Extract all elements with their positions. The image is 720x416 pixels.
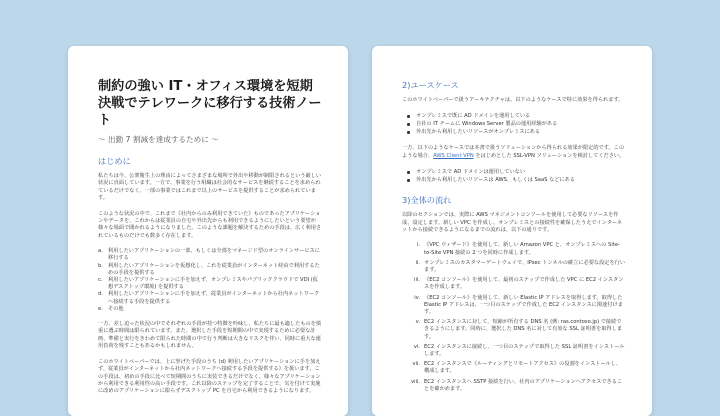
section-heading-usecase: 2)ユースケース: [402, 80, 459, 90]
paragraph: [402, 145, 626, 160]
paragraph: このような状況の中で、これまで《社内からのみ利用できていた》ものであったアプリケーションやデータを、これからは従業員の自宅や外出先からも利用できるようにしたいという要望が様々な場面で聞かれるようになりました。このような課題を解決するための手段は、広く利用されているものだけでも数多く存在します。: [98, 210, 322, 239]
list-item: [98, 248, 322, 262]
list-item: [402, 295, 626, 317]
list-item-text: 利用したいアプリケーションに手を加えず、従業員がインターネットから社内ネットワークへ接続する手段を提供する: [108, 291, 320, 305]
list-item-text: EC2 インスタンスに接続し、一つ目のステップで取得した SSL 証明書をインストールします。: [424, 343, 625, 358]
list-item-text: 利用したいアプリケーションを仮想化し、これを従業員がインターネット経由で利用するための手段を提供する: [108, 262, 320, 276]
list-item-text: 利用したいアプリケーションに手を加えず、オンプレミスやパブリッククラウドで VDI (仮想デスクトップ環境) を提供する: [108, 277, 318, 291]
list-marker: a.: [98, 248, 103, 255]
list-item: [98, 306, 322, 313]
list-item: 自社の IT チームに Windows Server 製品の運用経験がある: [402, 120, 626, 128]
list-item: 外出先から利用したいリソースがオンプレミスにある: [402, 128, 626, 136]
list-item-text: EC2 インスタンスへ SSTP 接続を行い、社内のアプリケーションへアクセスできることを確かめます。: [424, 378, 623, 392]
list-item-text: その他: [108, 305, 124, 312]
page-content: [402, 80, 626, 396]
list-item-text: 利用したいアプリケーションの一部、もしくは全部をマネージド型のオンラインサービスに移行する: [108, 248, 320, 262]
options-list: [98, 248, 322, 313]
page-content: [98, 78, 322, 404]
list-item-text: 《EC2 コンソール》を使用して、最初のステップで作成した VPC に EC2 インスタンスを作成します。: [424, 277, 624, 291]
aws-client-vpn-link[interactable]: AWS Client VPN: [433, 152, 474, 159]
steps-list: [402, 242, 626, 393]
bullet-list: [402, 112, 626, 136]
list-item-text: EC2 インスタンスに対して、短縮が所有する DNS 名 (例: ras.contoso.jp) で接続できるようにします。同時に、選択した DNS 名に対して有効な SSL 証明書を取得します。: [424, 319, 623, 340]
list-marker: b.: [98, 262, 103, 269]
list-item: オンプレミスで AD ドメインは運用していない: [402, 168, 626, 176]
list-item: [98, 291, 322, 305]
list-marker: iii.: [414, 277, 420, 284]
document-page-right: [372, 46, 652, 416]
list-marker: iv.: [414, 294, 420, 301]
list-marker: vi.: [413, 343, 420, 350]
list-item: [402, 361, 626, 375]
paragraph: このホワイトペーパーで扱うアーキテクチャは、以下のようなケースで特に効果を得られます。: [402, 97, 624, 103]
list-item-text: 《EC2 コンソール》を使用して、新しい Elastic IP アドレスを取得します。取得した Elastic IP アドレスは、一つ目のステップで作成した EC2 インスタンスに関連付けます。: [424, 294, 623, 316]
list-marker: viii.: [410, 378, 420, 385]
list-marker: v.: [415, 319, 420, 326]
section-heading-flow: 3)全体の流れ: [402, 195, 452, 206]
list-item: [402, 319, 626, 341]
list-item: [402, 379, 626, 393]
list-item: [402, 260, 626, 274]
paragraph: 以降のセクションでは、実際に AWS マネジメントコンソールを使用して必要なリソースを作成、設定します。新しい VPC を作成し、オンプレミスとの接続性を確保したうえでインターネットから接続できるようになるまでの流れは、以下の通りです。: [402, 212, 623, 234]
bullet-list: [402, 168, 626, 184]
list-marker: ii.: [415, 259, 420, 266]
list-item: [402, 344, 626, 358]
document-page-left: [68, 46, 348, 416]
list-marker: c.: [98, 277, 103, 284]
list-item: 外出先から利用したいリソースは AWS、もしくは SaaS などにある: [402, 176, 626, 184]
paragraph: このホワイトペーパーでは、上に挙げた手段のうち (d) 利用したいアプリケーションに手を加えず、従業員がインターネットから社内ネットワークへ接続する手段を提供する》を扱います。この手段は、初めの手段に比べて短期間のうちに実装できるだけでなく、様々なアプリケーションから利用できる利用性の高い手段です。これ以降のステップを完了することで、気を付けて実施に改めのアプリケーションに限らずデスクトップ PC を自宅から利用できるようになります。: [98, 358, 321, 395]
list-item: [402, 277, 626, 291]
document-title: 制約の強い IT・オフィス環境を短期決戦でテレワークに移行する技術ノート: [98, 79, 322, 128]
list-marker: vii.: [412, 361, 420, 368]
list-item: [402, 242, 626, 256]
text: 一方、以下のようなケースでは本書で扱うソリューションから得られる効果が限定的です。このような場合、: [402, 145, 625, 159]
list-item-text: EC2 インスタンスで《ルーティングとリモートアクセス》の役割をインストールし、構成します。: [424, 361, 622, 375]
list-item: [98, 263, 322, 277]
list-item: オンプレミスで既に AD ドメインを運用している: [402, 112, 626, 120]
list-marker: d.: [98, 291, 103, 298]
document-subtitle: 〜 出勤 7 割減を達成するために 〜: [98, 135, 219, 144]
list-item: [98, 277, 322, 291]
list-marker: i.: [416, 242, 420, 249]
list-marker: e.: [98, 305, 103, 312]
list-item-text: オンプレミスのカスタマーゲートウェイで、IPsec トンネルの確立に必要な設定を行います。: [424, 259, 626, 274]
paragraph: 私たちは今、公衆衛生上の理由によってさまざまな場所で外出や移動が制限されるという厳しい状況に直面しています。一方で、事業を行う組織は社会的なサービスを継続することを求められているだけでなく、一部の事業ではこれまで以上のサービスを提供することが求められています。: [98, 173, 322, 202]
list-item-text: 《VPC ウィザード》を使用して、新しい Amazon VPC と、オンプレミスへの Site-to-Site VPN 接続の 2 つを同時に作成します。: [424, 242, 620, 256]
text: をはじめとした SSL-VPN ソリューションを検討してください。: [473, 152, 625, 159]
paragraph: 一方、差し迫った状況の中でそれぞれの手段が持つ特徴を吟味し、私たちに最も適したものを慎重に選ぶ時間は限られています。また、選択した手段を短期間の中で実現するために必要な計画、準備と実行をきわめて限られた時間の中で行う判断は大きなリスクを伴い、同時に重大な運用負荷を残すこともあるかもしれません。: [98, 321, 322, 350]
section-heading-intro: はじめに: [98, 156, 131, 166]
